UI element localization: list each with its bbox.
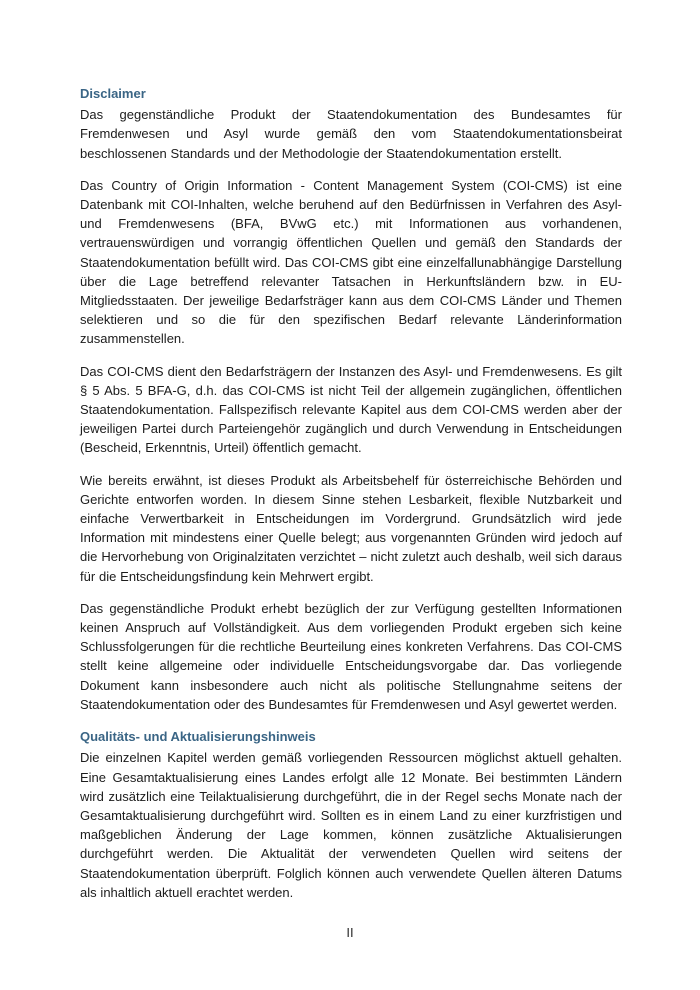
disclaimer-paragraph-5: Das gegenständliche Produkt erhebt bezüglich der zur Verfügung gestellten Informationen keinen Anspruch auf Vollständigkeit. Aus dem vorliegenden Produkt ergeben sich keine Schlussfolgerungen für die rechtliche Beurteilung eines konkreten Verfahrens. Das COI-CMS stellt keine allgemeine oder individuelle Entscheidungsvorgabe dar. Das vorliegende Dokument kann insbesondere auch nicht als politische Stellungnahme seitens der Staatendokumentation oder des Bundesamtes für Fremdenwesen und Asyl gewertet werden. xyxy=(80,600,622,712)
section-heading-disclaimer: Disclaimer xyxy=(80,86,146,101)
disclaimer-paragraph-1: Das gegenständliche Produkt der Staatendokumentation des Bundesamtes für Fremdenwesen und Asyl wurde gemäß den vom Staatendokumentationsbeirat beschlossenen Standards und der Methodologie der Staatendokumentation erstellt. xyxy=(80,107,622,161)
disclaimer-paragraph-4: Wie bereits erwähnt, ist dieses Produkt als Arbeitsbehelf für österreichische Behörden und Gerichte entworfen worden. In diesem Sinne stehen Lesbarkeit, flexible Nutzbarkeit und einfache Verwertbarkeit in Entscheidungen im Vordergrund. Grundsätzlich wird jede Information mit mindestens einer Quelle belegt; aus vorgenannten Gründen wird jedoch auf die Hervorhebung von Originalzitaten verzichtet – nicht zuletzt auch deshalb, weil sich daraus für die Entscheidungsfindung kein Mehrwert ergibt. xyxy=(80,472,622,584)
section-heading-qualitaetshinweis: Qualitäts- und Aktualisierungshinweis xyxy=(80,729,316,745)
disclaimer-paragraph-3: Das COI-CMS dient den Bedarfsträgern der Instanzen des Asyl- und Fremdenwesens. Es gilt § 5 Abs. 5 BFA-G, d.h. das COI-CMS ist nicht Teil der allgemein zugänglichen, öffentlichen Staatendokumentation. Fallspezifisch relevante Kapitel aus dem COI-CMS werden aber der jeweiligen Partei durch Parteiengehör zugänglich und durch Verwendung in Entscheidungen (Bescheid, Erkenntnis, Urteil) öffentlich gemacht. xyxy=(80,363,622,456)
page-number: II xyxy=(346,925,354,940)
qualitaetshinweis-paragraph-1: Die einzelnen Kapitel werden gemäß vorliegenden Ressourcen möglichst aktuell gehalten. Eine Gesamtaktualisierung eines Landes erfolgt alle 12 Monate. Bei bestimmten Ländern wird zusätzlich eine Teilaktualisierung durchgeführt, die in der Regel sechs Monate nach der Gesamtaktualisierung durchgeführt wird. Sollten es in einem Land zu einer kurzfristigen und maßgeblichen Änderung der Lage kommen, können zusätzliche Aktualisierungen durchgeführt werden. Die Aktualität der verwendeten Quellen wird seitens der Staatendokumentation überprüft. Folglich können auch verwendete Quellen älteren Datums als inhaltlich aktuell erachtet werden. xyxy=(80,750,622,900)
document-content xyxy=(80,84,622,915)
disclaimer-paragraph-2: Das Country of Origin Information - Content Management System (COI-CMS) ist eine Datenbank mit COI-Inhalten, welche beruhend auf den Bedürfnissen in Verfahren des Asyl- und Fremdenwesens (BFA, BVwG etc.) mit Informationen aus vorhandenen, vertrauenswürdigen und vorrangig öffentlichen Quellen und gemäß den Standards der Staatendokumentation befüllt wird. Das COI-CMS gibt eine einzelfallunabhängige Darstellung über die Lage betreffend relevanter Tatsachen in Herkunftsländern bzw. in EU-Mitgliedsstaaten. Der jeweilige Bedarfsträger kann aus dem COI-CMS Länder und Themen selektieren und so die für den spezifischen Bedarf relevante Länderinformation zusammenstellen. xyxy=(80,177,622,347)
